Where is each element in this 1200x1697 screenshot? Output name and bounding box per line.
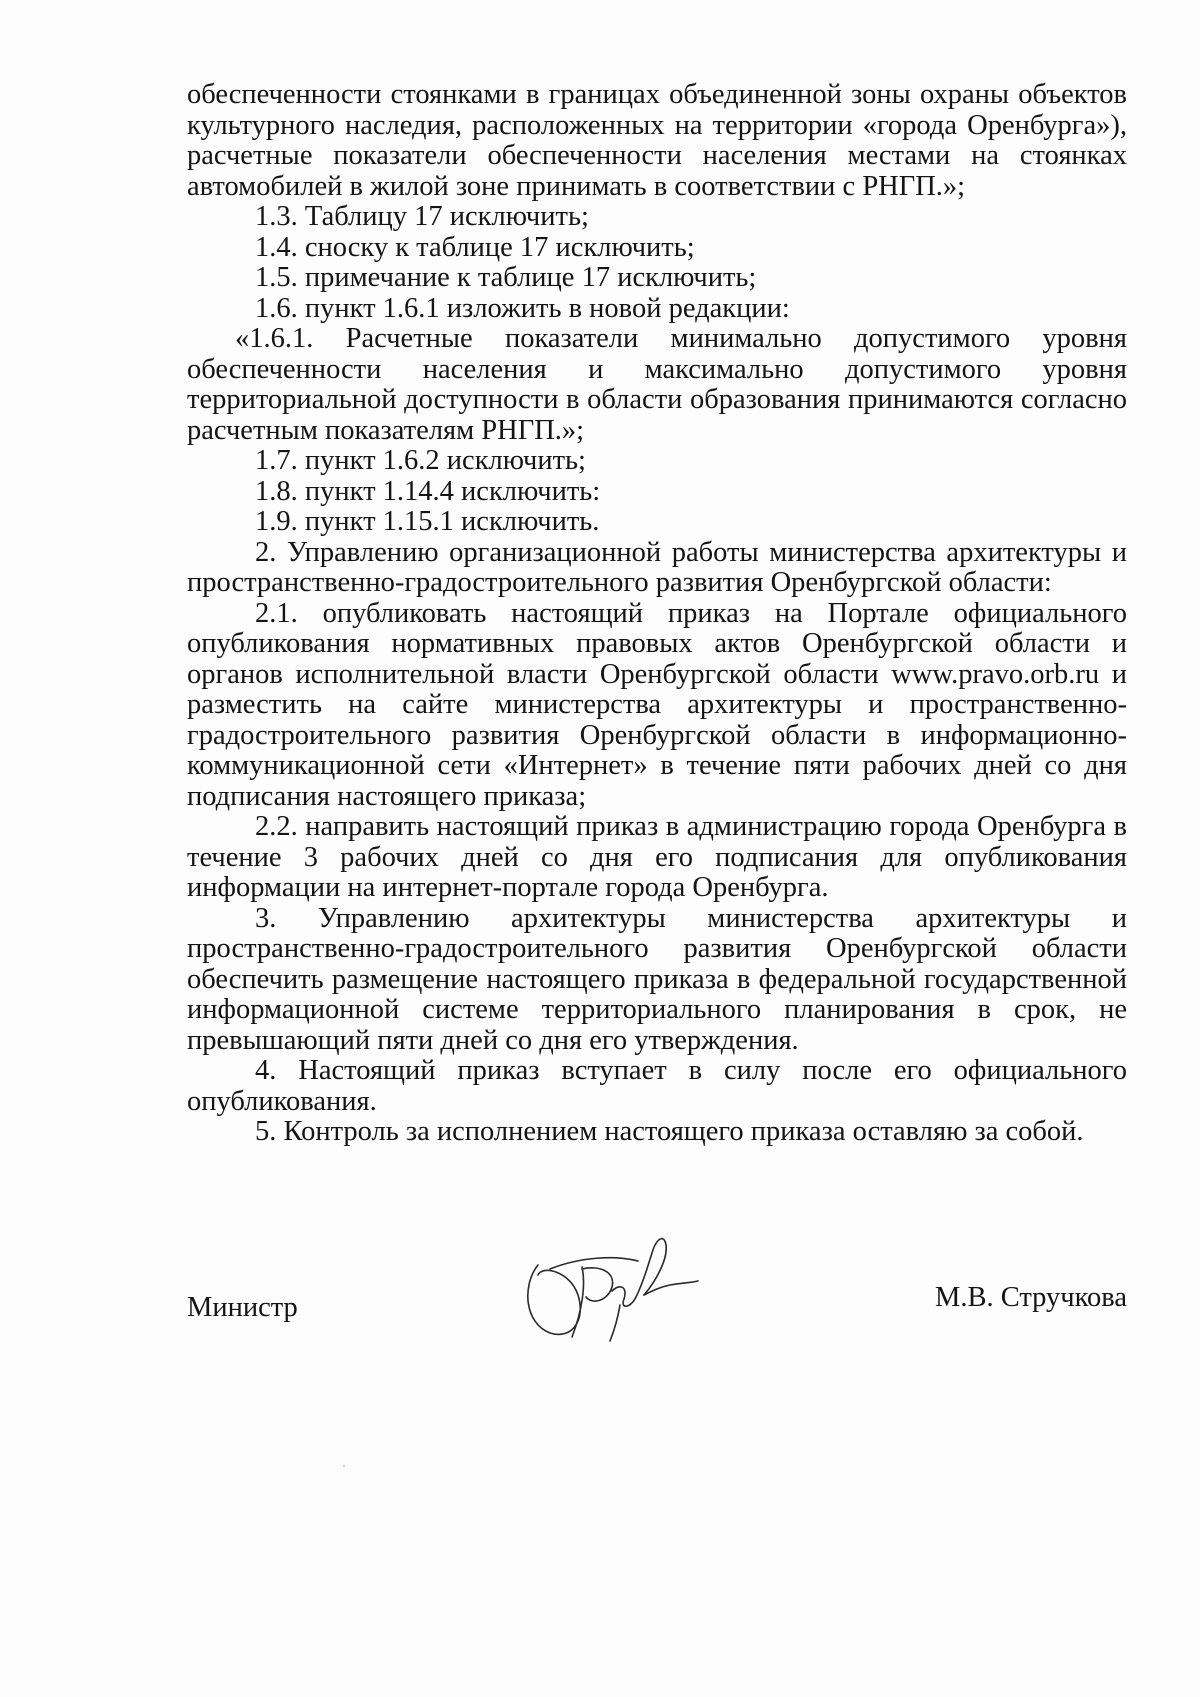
paragraph-1-5: 1.5. примечание к таблице 17 исключить; xyxy=(255,262,757,293)
document-body xyxy=(187,80,1127,1148)
paragraph-4: 4. Настоящий приказ вступает в силу после его официального опубликования. xyxy=(187,1055,1127,1117)
paragraph-1-8: 1.8. пункт 1.14.4 исключить: xyxy=(255,475,601,507)
paragraph-3: 3. Управлению архитектуры министерства архитектуры и пространственно-градостроительного развития Оренбургской области обеспечить размещение настоящего приказа в федеральной государственной информационной системе территориального планирования в срок, не превышающий пяти дней со дня его утверждения. xyxy=(187,902,1127,1056)
paragraph-1-3: 1.3. Таблицу 17 исключить; xyxy=(255,201,589,232)
signatory-role: Министр xyxy=(187,1292,298,1323)
paragraph-2: 2. Управлению организационной работы министерства архитектуры и пространственно-градостроительного развития Оренбургской области: xyxy=(187,536,1127,598)
handwritten-signature xyxy=(520,1225,720,1355)
paragraph-1-4: 1.4. сноску к таблице 17 исключить; xyxy=(255,231,695,263)
paragraph-1-7: 1.7. пункт 1.6.2 исключить; xyxy=(255,445,586,476)
signatory-name: М.В. Стручкова xyxy=(935,1282,1127,1313)
paragraph-2-2: 2.2. направить настоящий приказ в администрацию города Оренбурга в течение 3 рабочих дней со дня его подписания для опубликования информации на интернет-портале города Оренбурга. xyxy=(187,811,1127,903)
paragraph-5: 5. Контроль за исполнением настоящего приказа оставляю за собой. xyxy=(255,1116,1084,1147)
paragraph-continuation: обеспеченности стоянками в границах объединенной зоны охраны объектов культурного наследия, расположенных на территории «города Оренбурга»), расчетные показатели обеспеченности населения местами на стоянках автомобилей в жилой зоне принимать в соответствии с РНГП.»; xyxy=(187,79,1127,202)
paragraph-1-6: 1.6. пункт 1.6.1 изложить в новой редакции: xyxy=(255,292,790,324)
scan-speck xyxy=(343,1465,345,1467)
paragraph-2-1: 2.1. опубликовать настоящий приказ на Портале официального опубликования нормативных правовых актов Оренбургской области и органов исполнительной власти Оренбургской области www.pravo.orb.ru и разместить на сайте министерства архитектуры и пространственно-градостроительного развития Оренбургской области в информационно-коммуникационной сети «Интернет» в течение пяти рабочих дней со дня подписания настоящего приказа; xyxy=(187,597,1127,812)
paragraph-1-9: 1.9. пункт 1.15.1 исключить. xyxy=(255,506,600,537)
paragraph-1-6-1: «1.6.1. Расчетные показатели минимально допустимого уровня обеспеченности населения и максимально допустимого уровня территориальной доступности в области образования принимаются согласно расчетным показателям РНГП.»; xyxy=(187,323,1127,446)
